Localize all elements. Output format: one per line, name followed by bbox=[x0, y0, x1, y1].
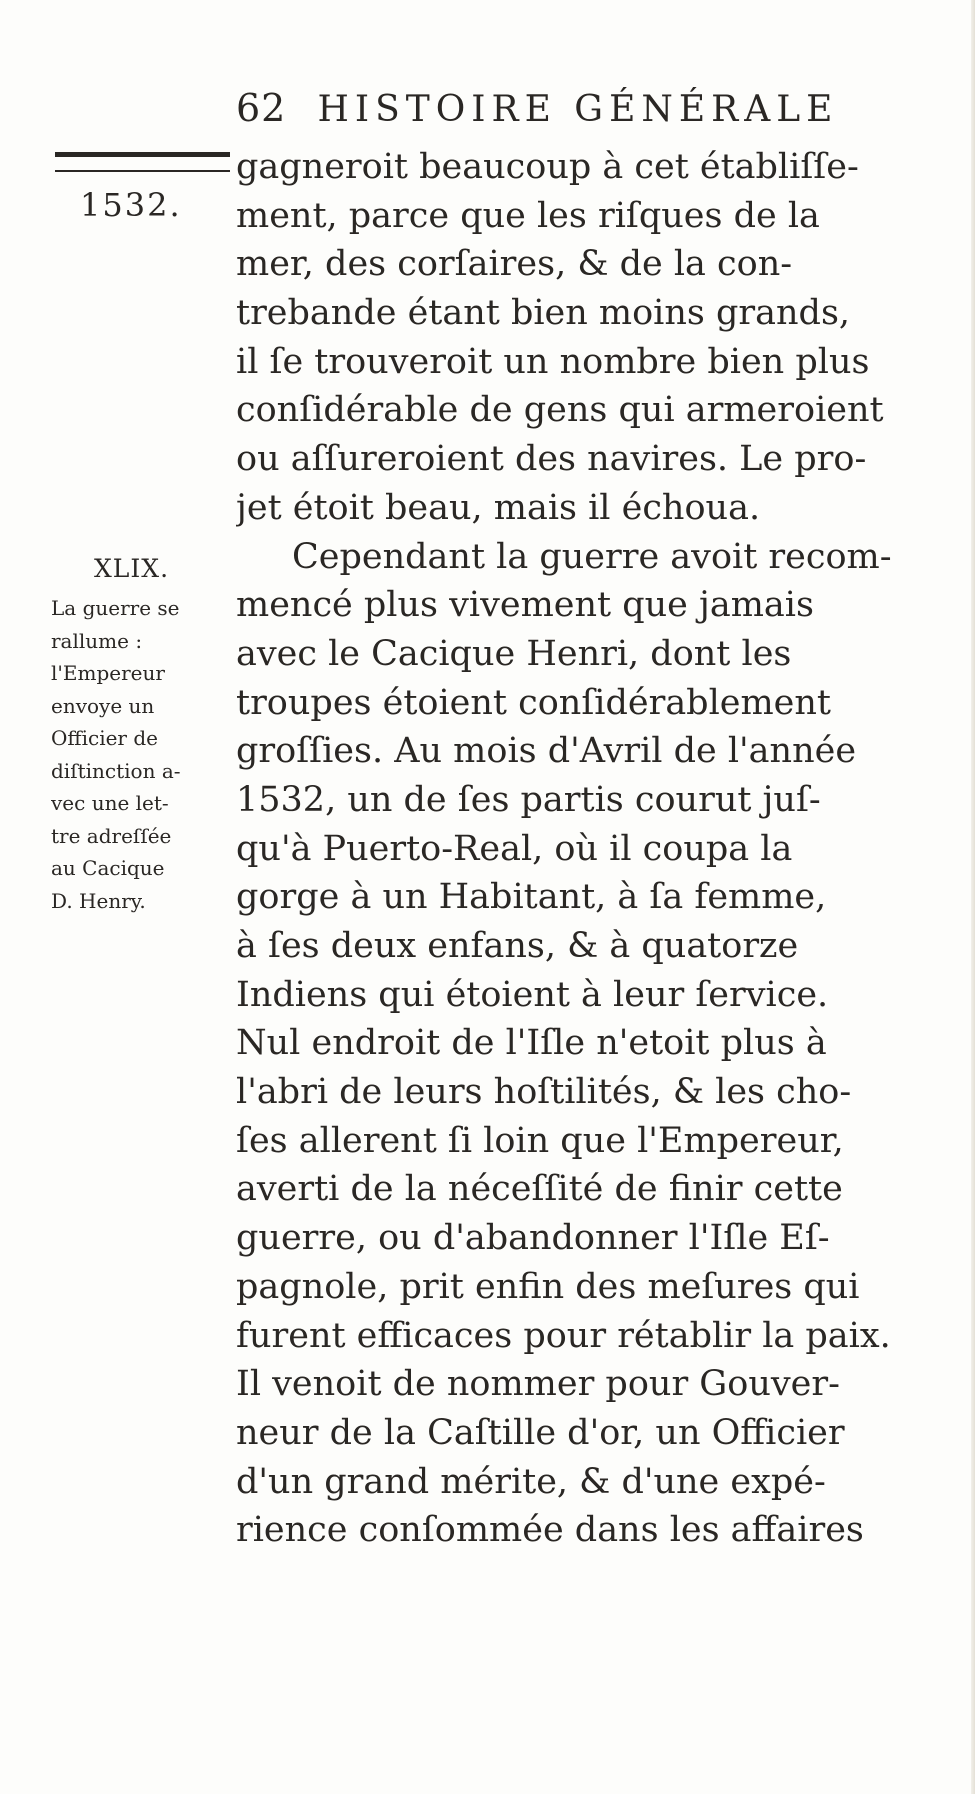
text-line: qu'à Puerto-Real, où il coupa la bbox=[236, 828, 793, 869]
text-line: ſes allerent ſi loin que l'Empereur, bbox=[236, 1120, 844, 1161]
section-number: XLIX. bbox=[94, 554, 170, 583]
text-line: troupes étoient conſidérablement bbox=[236, 682, 831, 723]
sidenote-line: rallume : bbox=[51, 628, 143, 653]
text-line: mencé plus vivement que jamais bbox=[236, 585, 814, 626]
sidenote-line: au Cacique bbox=[51, 856, 165, 880]
text-line: averti de la néceſſité de finir cette bbox=[236, 1169, 843, 1210]
text-line: rience conſommée dans les affaires bbox=[236, 1510, 864, 1551]
page-edge bbox=[971, 0, 975, 1794]
text-line: mer, des corſaires, & de la con- bbox=[236, 244, 793, 285]
text-line: neur de la Caſtille d'or, un Officier bbox=[236, 1412, 845, 1453]
text-line: groſſies. Au mois d'Avril de l'année bbox=[236, 731, 857, 772]
text-line: Indiens qui étoient à leur ſervice. bbox=[236, 974, 829, 1015]
text-line: trebande étant bien moins grands, bbox=[236, 293, 851, 334]
text-line: conſidérable de gens qui armeroient bbox=[236, 390, 884, 431]
text-line: il ſe trouveroit un nombre bien plus bbox=[236, 341, 870, 382]
text-line: ment, parce que les riſques de la bbox=[236, 195, 820, 236]
running-head bbox=[236, 86, 856, 136]
text-line: gagneroit beaucoup à cet établiſſe- bbox=[236, 147, 859, 187]
text-line: guerre, ou d'abandonner l'Iſle Eſ- bbox=[236, 1218, 830, 1259]
sidenote-line: D. Henry. bbox=[51, 888, 146, 913]
sidenote-line: Officier de bbox=[51, 726, 158, 750]
margin-sidenote bbox=[51, 592, 236, 917]
ornamental-rule-thin bbox=[55, 170, 230, 172]
sidenote-line: La guerre se bbox=[51, 596, 180, 620]
text-line: jet étoit beau, mais il échoua. bbox=[236, 487, 761, 528]
text-line: Cependant la guerre avoit recom- bbox=[292, 536, 892, 577]
text-line: ou aſſureroient des navires. Le pro- bbox=[236, 439, 867, 480]
margin-year: 1532. bbox=[80, 186, 182, 224]
text-line: 1532, un de ſes partis courut juſ- bbox=[236, 779, 821, 820]
text-line: avec le Cacique Henri, dont les bbox=[236, 633, 792, 674]
page-number: 62 bbox=[236, 86, 287, 130]
sidenote-line: tre adreſſée bbox=[51, 823, 172, 848]
text-line: Il venoit de nommer pour Gouver- bbox=[236, 1364, 840, 1405]
sidenote-line: vec une let- bbox=[51, 791, 169, 815]
sidenote-line: envoye un bbox=[51, 693, 155, 718]
text-line: pagnole, prit enfin des meſures qui bbox=[236, 1266, 860, 1307]
body-text bbox=[236, 143, 916, 1555]
running-title: HISTOIRE GÉNÉRALE bbox=[317, 89, 839, 130]
text-line: gorge à un Habitant, à ſa femme, bbox=[236, 877, 827, 918]
text-line: l'abri de leurs hoſtilités, & les cho- bbox=[236, 1072, 852, 1113]
sidenote-line: diſtinction a- bbox=[51, 758, 181, 783]
text-line: d'un grand mérite, & d'une expé- bbox=[236, 1461, 826, 1502]
text-line: Nul endroit de l'Iſle n'etoit plus à bbox=[236, 1023, 827, 1064]
text-line: à ſes deux enfans, & à quatorze bbox=[236, 926, 799, 966]
sidenote-line: l'Empereur bbox=[51, 661, 165, 685]
text-line: furent efficaces pour rétablir la paix. bbox=[236, 1315, 891, 1356]
ornamental-rule-thick bbox=[55, 152, 230, 157]
